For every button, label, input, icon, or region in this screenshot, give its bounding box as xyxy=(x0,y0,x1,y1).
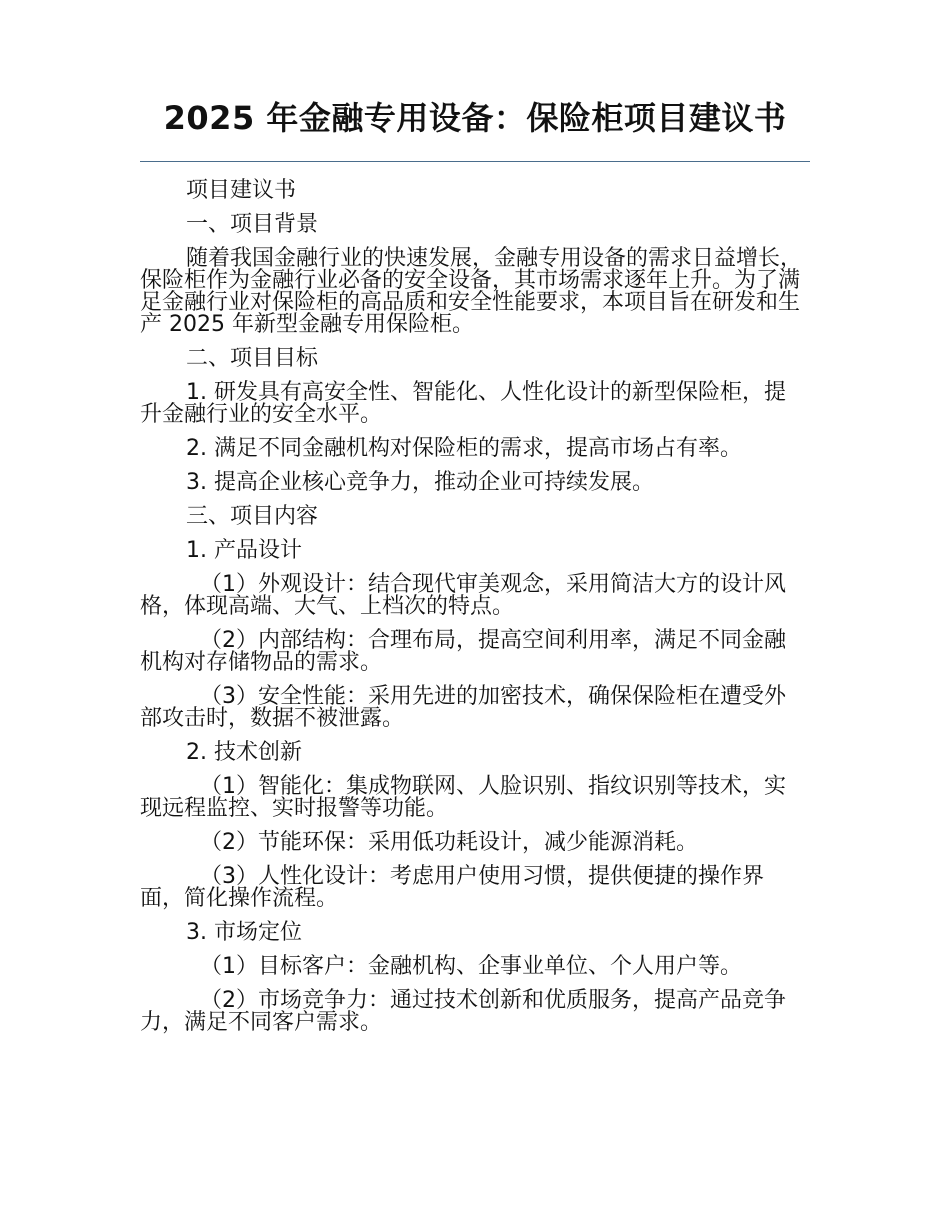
section-heading-goals: 二、项目目标 xyxy=(186,346,319,371)
subsection-heading-tech-innovation: 2. 技术创新 xyxy=(186,740,302,765)
goal-item-2: 2. 满足不同金融机构对保险柜的需求，提高市场占有率。 xyxy=(186,436,742,461)
document-title: 2025 年金融专用设备：保险柜项目建议书 xyxy=(163,99,787,137)
market-item-customers: （1）目标客户：金融机构、企事业单位、个人用户等。 xyxy=(200,954,742,979)
section-heading-background: 一、项目背景 xyxy=(186,212,319,237)
title-divider xyxy=(140,161,810,162)
tech-item-energy: （2）节能环保：采用低功耗设计，减少能源消耗。 xyxy=(200,830,698,855)
tech-item-smart: （1）智能化：集成物联网、人脸识别、指纹识别等技术，实现远程监控、实时报警等功能。 xyxy=(140,774,786,821)
paragraph-background: 随着我国金融行业的快速发展，金融专用设备的需求日益增长，保险柜作为金融行业必备的安全设备，其市场需求逐年上升。为了满足金融行业对保险柜的高品质和安全性能要求，本项目旨在研发和生产 2025 年新型金融专用保险柜。 xyxy=(140,246,803,337)
paragraph-proposal-label: 项目建议书 xyxy=(186,178,297,203)
market-item-competitiveness: （2）市场竞争力：通过技术创新和优质服务，提高产品竞争力，满足不同客户需求。 xyxy=(140,988,786,1035)
goal-item-1: 1. 研发具有高安全性、智能化、人性化设计的新型保险柜，提升金融行业的安全水平。 xyxy=(140,380,786,427)
goal-item-3: 3. 提高企业核心竞争力，推动企业可持续发展。 xyxy=(186,470,654,495)
subsection-heading-market: 3. 市场定位 xyxy=(186,920,302,945)
subsection-heading-product-design: 1. 产品设计 xyxy=(186,538,302,563)
tech-item-usability: （3）人性化设计：考虑用户使用习惯，提供便捷的操作界面，简化操作流程。 xyxy=(140,864,764,911)
design-item-security: （3）安全性能：采用先进的加密技术，确保保险柜在遭受外部攻击时，数据不被泄露。 xyxy=(140,684,786,731)
design-item-structure: （2）内部结构：合理布局，提高空间利用率，满足不同金融机构对存储物品的需求。 xyxy=(140,628,786,675)
document-body xyxy=(140,180,805,1046)
section-heading-content: 三、项目内容 xyxy=(186,504,319,529)
design-item-appearance: （1）外观设计：结合现代审美观念，采用简洁大方的设计风格，体现高端、大气、上档次的特点。 xyxy=(140,572,786,619)
